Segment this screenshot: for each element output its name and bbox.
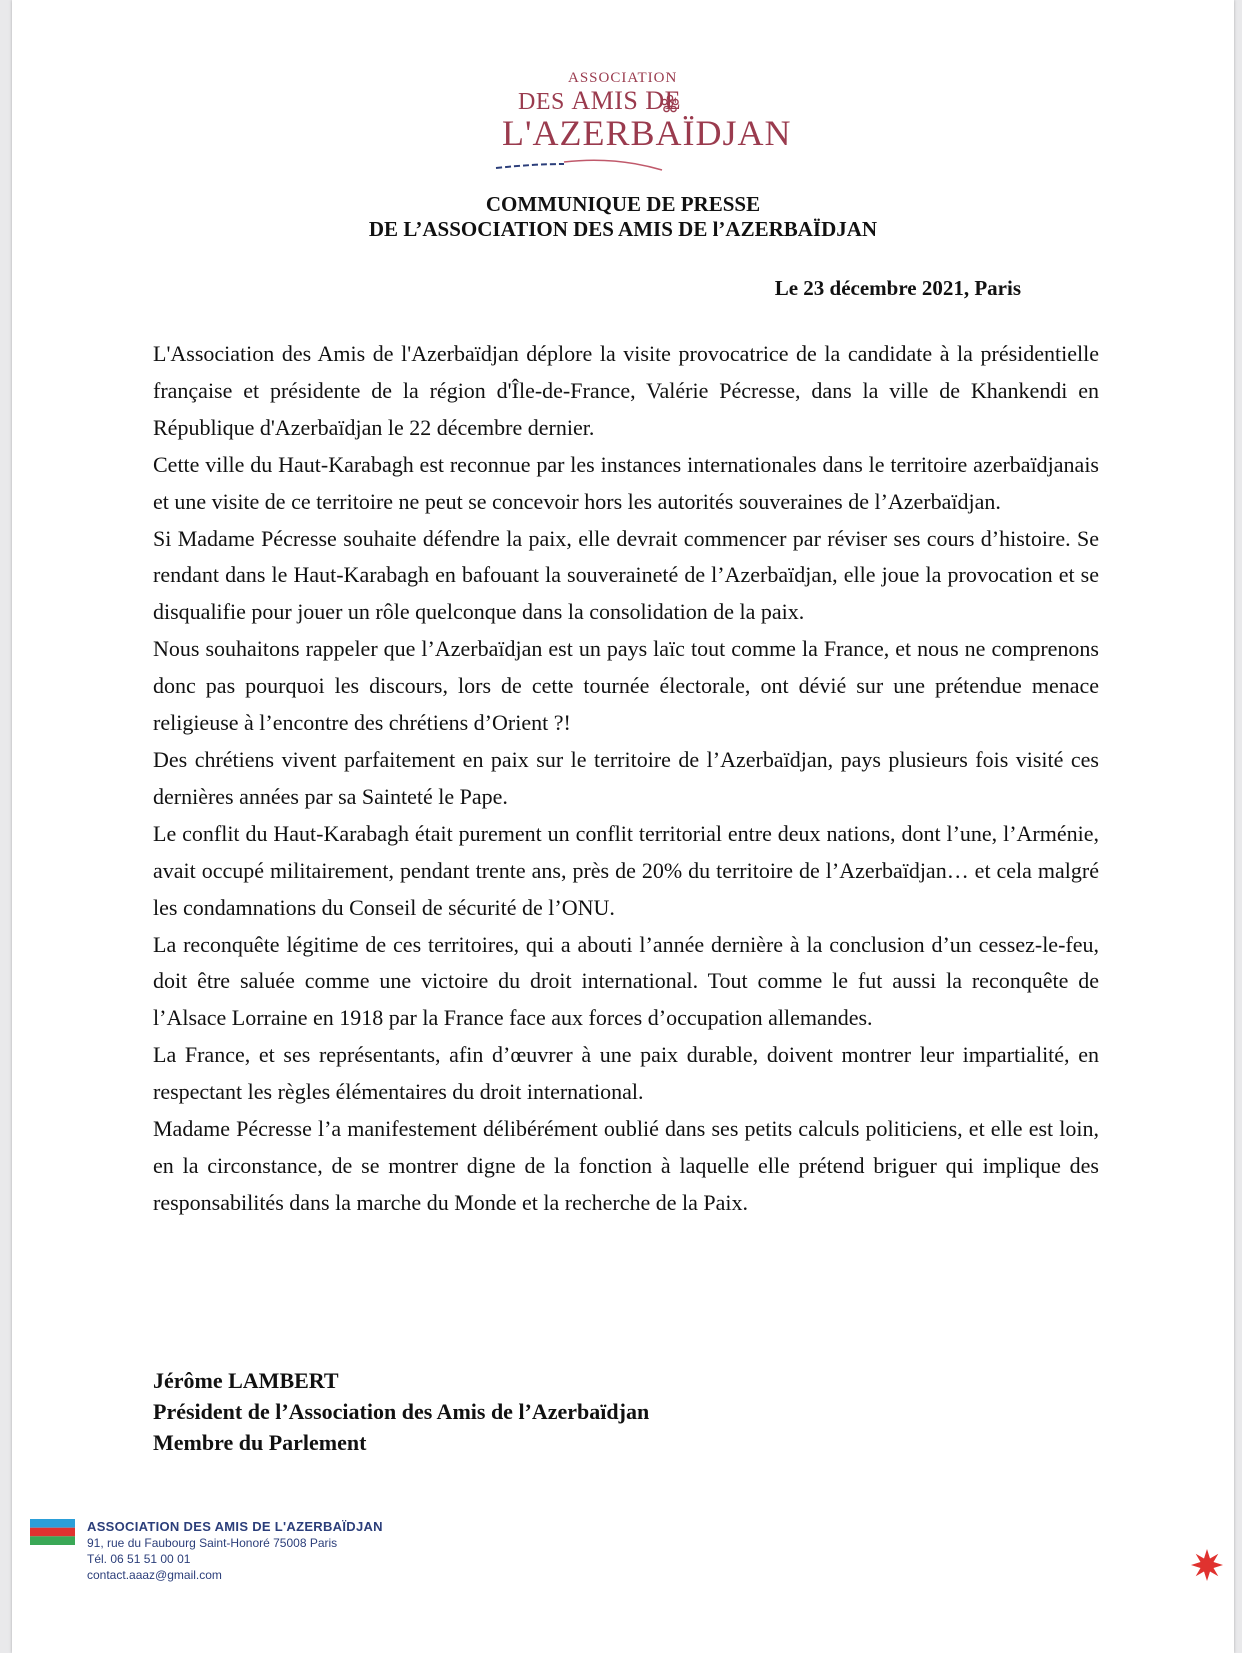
- signatory-name: Jérôme LAMBERT: [153, 1368, 339, 1393]
- signatory-title: Membre du Parlement: [153, 1430, 367, 1455]
- footer-contact: [87, 1519, 383, 1583]
- signature-block: [153, 1365, 649, 1458]
- paragraph: Si Madame Pécresse souhaite défendre la paix, elle devrait commencer par réviser ses cours d’histoire. Se rendant dans le Haut-Karabagh en bafouant la souveraineté de l’Azerbaïdjan, elle joue la provocation et se disqualifie pour jouer un rôle quelconque dans la consolidation de la paix.: [153, 525, 1099, 625]
- paragraph: L'Association des Amis de l'Azerbaïdjan déplore la visite provocatrice de la candidate à la présidentielle française et présidente de la région d'Île-de-France, Valérie Pécresse, dans la ville de Khankendi en République d'Azerbaïdjan le 22 décembre dernier.: [153, 341, 1099, 440]
- title-line-2: DE L’ASSOCIATION DES AMIS DE l’AZERBAÏDJAN: [368, 217, 878, 241]
- paragraph: La France, et ses représentants, afin d’œuvrer à une paix durable, doivent montrer leur impartialité, en respectant les règles élémentaires du droit international.: [153, 1042, 1099, 1105]
- association-logo: [482, 66, 792, 176]
- footer-org-name: ASSOCIATION DES AMIS DE L'AZERBAÏDJAN: [87, 1519, 383, 1534]
- footer-email[interactable]: contact.aaaz@gmail.com: [87, 1568, 222, 1582]
- paragraph: Des chrétiens vivent parfaitement en paix sur le territoire de l’Azerbaïdjan, pays plusieurs fois visité ces dernières années par sa Sainteté le Pape.: [153, 746, 1099, 809]
- logo-line-des: DES: [518, 89, 565, 115]
- paragraph: Madame Pécresse l’a manifestement délibérément oublié dans ses petits calculs politiciens, et elle est loin, en la circonstance, de se montrer digne de la fonction à laquelle elle prétend briguer qui implique des responsabilités dans la marche du Monde et la recherche de la Paix.: [153, 1116, 1099, 1215]
- paragraph: Cette ville du Haut-Karabagh est reconnue par les instances internationales dans le territoire azerbaïdjanais et une visite de ce territoire ne peut se concevoir hors les autorités souveraines de l’Azerbaïdjan.: [153, 451, 1099, 514]
- press-release-date: Le 23 décembre 2021, Paris: [774, 276, 1021, 300]
- paragraph: La reconquête légitime de ces territoires, qui a abouti l’année dernière à la conclusion d’un cessez-le-feu, doit être saluée comme une victoire du droit international. Tout comme le fut aussi la reconquête de l’Alsace Lorraine en 1918 par la France face aux forces d’occupation allemandes.: [153, 931, 1099, 1031]
- paragraph: Nous souhaitons rappeler que l’Azerbaïdjan est un pays laïc tout comme la France, et nous ne comprenons donc pas pourquoi les discours, lors de cette tournée électorale, ont dévié sur une prétendue menace religieuse à l’encontre des chrétiens d’Orient ?!: [153, 636, 1099, 736]
- signatory-role: Président de l’Association des Amis de l’Azerbaïdjan: [153, 1399, 650, 1424]
- logo-line-amis-de: AMIS DE: [571, 86, 682, 115]
- title-line-1: COMMUNIQUE DE PRESSE: [485, 192, 761, 216]
- logo-swoosh: [494, 150, 664, 174]
- footer-address: 91, rue du Faubourg Saint-Honoré 75008 Paris: [87, 1536, 338, 1550]
- footer-phone: Tél. 06 51 51 00 01: [87, 1552, 191, 1566]
- press-release-body: [153, 336, 1099, 1222]
- document-page: [12, 0, 1234, 1653]
- logo-line-azerbaidjan: L'AZERBAÏDJAN: [502, 113, 792, 153]
- azerbaijan-flag-icon: [30, 1519, 75, 1545]
- eight-point-star-icon: [1190, 1548, 1224, 1582]
- logo-line-association: ASSOCIATION: [568, 70, 678, 86]
- flower-icon: [660, 94, 680, 114]
- paragraph: Le conflit du Haut-Karabagh était purement un conflit territorial entre deux nations, dont l’une, l’Arménie, avait occupé militairement, pendant trente ans, près de 20% du territoire de l’Azerbaïdjan… et cela malgré les condamnations du Conseil de sécurité de l’ONU.: [153, 820, 1099, 920]
